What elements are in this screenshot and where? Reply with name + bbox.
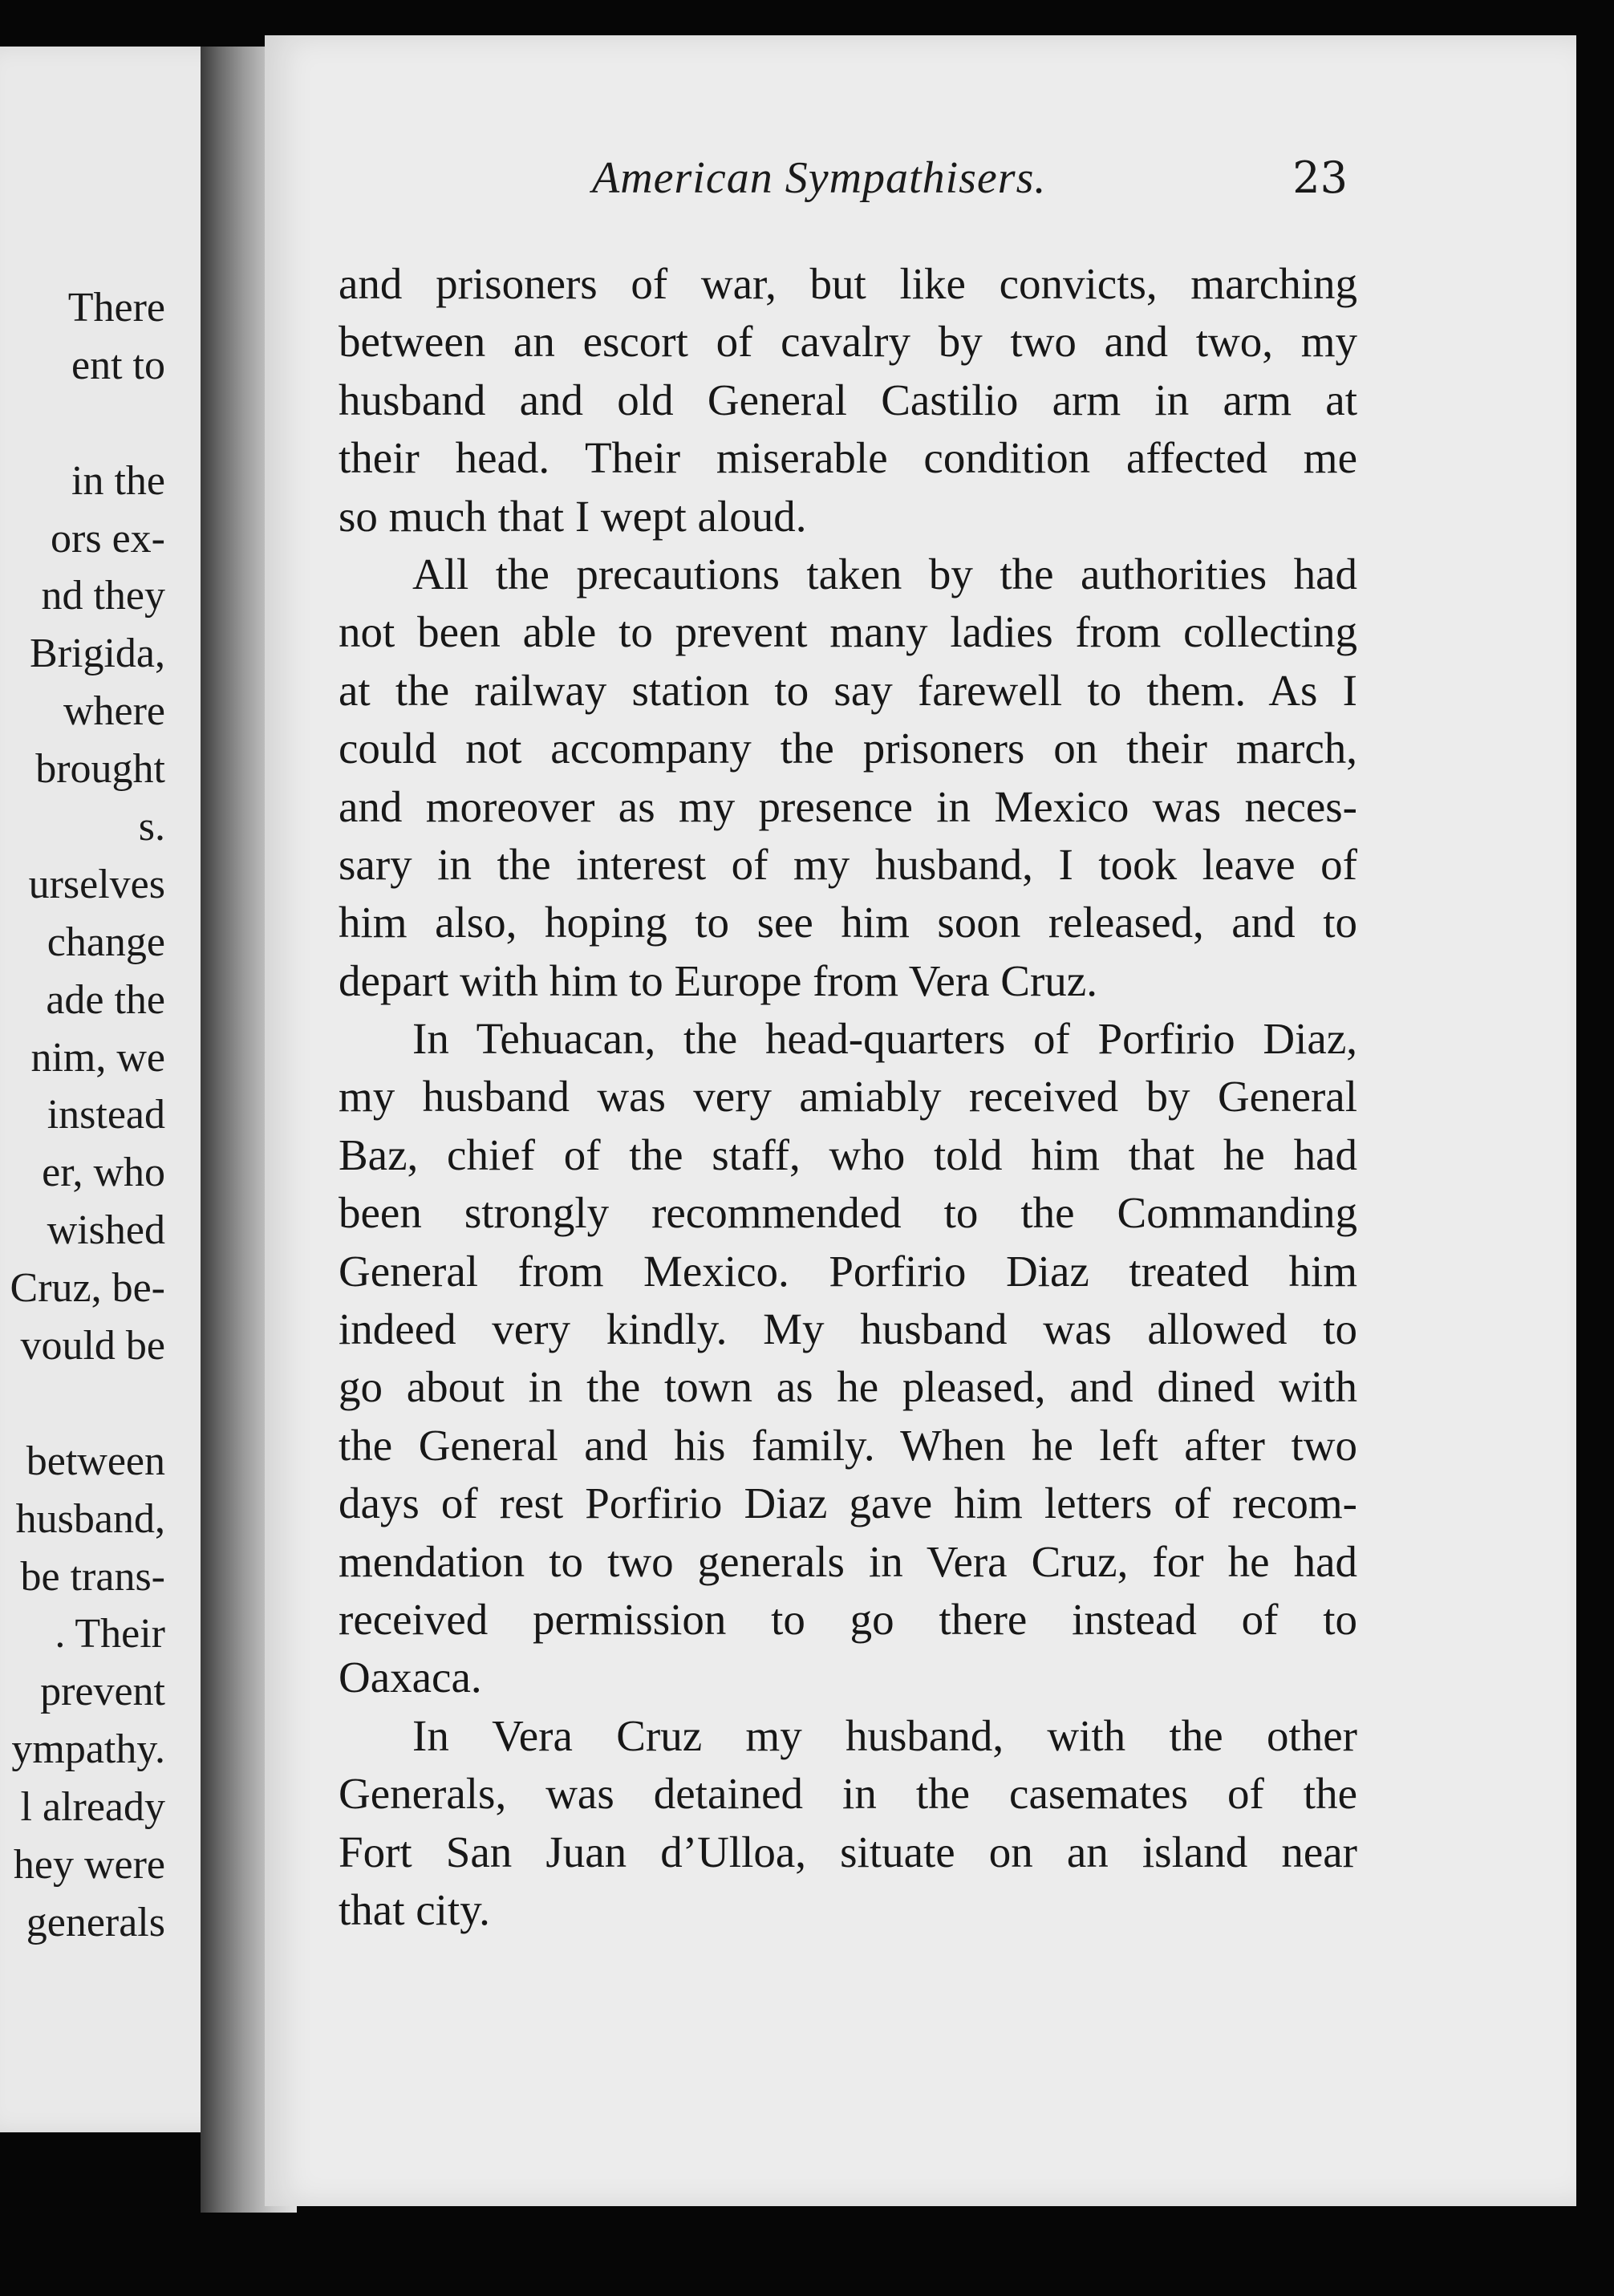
running-head [337, 152, 1348, 217]
facing-text-line: hey were [13, 1842, 165, 1888]
facing-text-line: wished [47, 1207, 165, 1254]
text-line: received permission to go there instead of to [339, 1594, 1357, 1644]
facing-text-line [0, 1375, 165, 1433]
text-line: their head. Their miserable condition affected me [339, 433, 1357, 483]
facing-text-line: husband, [15, 1495, 165, 1542]
text-line: In Tehuacan, the head-quarters of Porfirio Diaz, [412, 1014, 1357, 1064]
text-line: Oaxaca. [339, 1653, 482, 1702]
text-line: All the precautions taken by the authorities had [412, 549, 1357, 598]
facing-text-line [0, 395, 165, 452]
facing-text-line: vould be [20, 1323, 165, 1369]
text-line: him also, hoping to see him soon released, and to [339, 898, 1357, 947]
facing-text-line: ors ex- [51, 515, 165, 562]
text-line: go about in the town as he pleased, and dined with [339, 1362, 1357, 1412]
facing-text-line: where [63, 688, 165, 735]
facing-text-line: Brigida, [30, 631, 165, 677]
facing-text-line: nd they [41, 573, 165, 619]
facing-text-line: brought [35, 746, 165, 793]
text-line: and prisoners of war, but like convicts, marching [339, 259, 1357, 308]
facing-text-line: ent to [71, 342, 165, 388]
text-line: at the railway station to say farewell to them. As I [339, 665, 1357, 715]
text-line: that city. [339, 1884, 490, 1934]
facing-text-line: urselves [28, 861, 165, 907]
text-line: my husband was very amiably received by General [339, 1072, 1357, 1122]
facing-text-line: l already [20, 1784, 165, 1831]
facing-text-line: between [26, 1438, 165, 1484]
facing-text-line: er, who [42, 1150, 165, 1196]
facing-text-line: ympathy. [11, 1726, 165, 1773]
text-line: Baz, chief of the staff, who told him that he had [339, 1130, 1357, 1179]
text-line: sary in the interest of my husband, I took leave of [339, 839, 1357, 889]
facing-text-line: in the [71, 457, 165, 504]
text-line: days of rest Porfirio Diaz gave him letters of recom- [339, 1479, 1357, 1528]
facing-text-line: instead [47, 1092, 165, 1138]
facing-text-line: prevent [40, 1669, 165, 1715]
facing-text-line: generals [26, 1899, 165, 1945]
text-line: indeed very kindly. My husband was allowed to [339, 1304, 1357, 1354]
text-line: between an escort of cavalry by two and two, my [339, 317, 1357, 367]
body-text [339, 255, 1357, 1939]
text-line: General from Mexico. Porfirio Diaz treated him [339, 1246, 1357, 1296]
facing-text-line: Cruz, be- [10, 1265, 165, 1312]
text-line: and moreover as my presence in Mexico was neces- [339, 781, 1357, 831]
text-line: Generals, was detained in the casemates of the [339, 1769, 1357, 1819]
facing-text-line: There [67, 285, 165, 331]
text-line: the General and his family. When he left after two [339, 1420, 1357, 1470]
facing-text-line: be trans- [20, 1553, 165, 1600]
text-line: husband and old General Castilio arm in arm at [339, 375, 1357, 424]
text-line: so much that I wept aloud. [339, 491, 807, 541]
facing-text-line: ade the [46, 976, 165, 1023]
running-title: American Sympathisers. [592, 153, 1047, 203]
facing-page-text [0, 279, 165, 1952]
text-line: mendation to two generals in Vera Cruz, for he had [339, 1536, 1357, 1586]
facing-text-line: change [47, 919, 165, 965]
facing-text-line: s. [138, 804, 165, 850]
text-line: not been able to prevent many ladies from collecting [339, 607, 1357, 657]
page-number: 23 [1292, 152, 1348, 203]
text-line: could not accompany the prisoners on their march, [339, 724, 1357, 773]
text-line: depart with him to Europe from Vera Cruz. [339, 955, 1097, 1005]
text-line: Fort San Juan d’Ulloa, situate on an island near [339, 1827, 1357, 1876]
text-line: been strongly recommended to the Commanding [339, 1188, 1357, 1238]
facing-text-line: . Their [55, 1611, 165, 1657]
facing-text-line: nim, we [30, 1034, 165, 1081]
text-line: In Vera Cruz my husband, with the other [412, 1710, 1357, 1760]
